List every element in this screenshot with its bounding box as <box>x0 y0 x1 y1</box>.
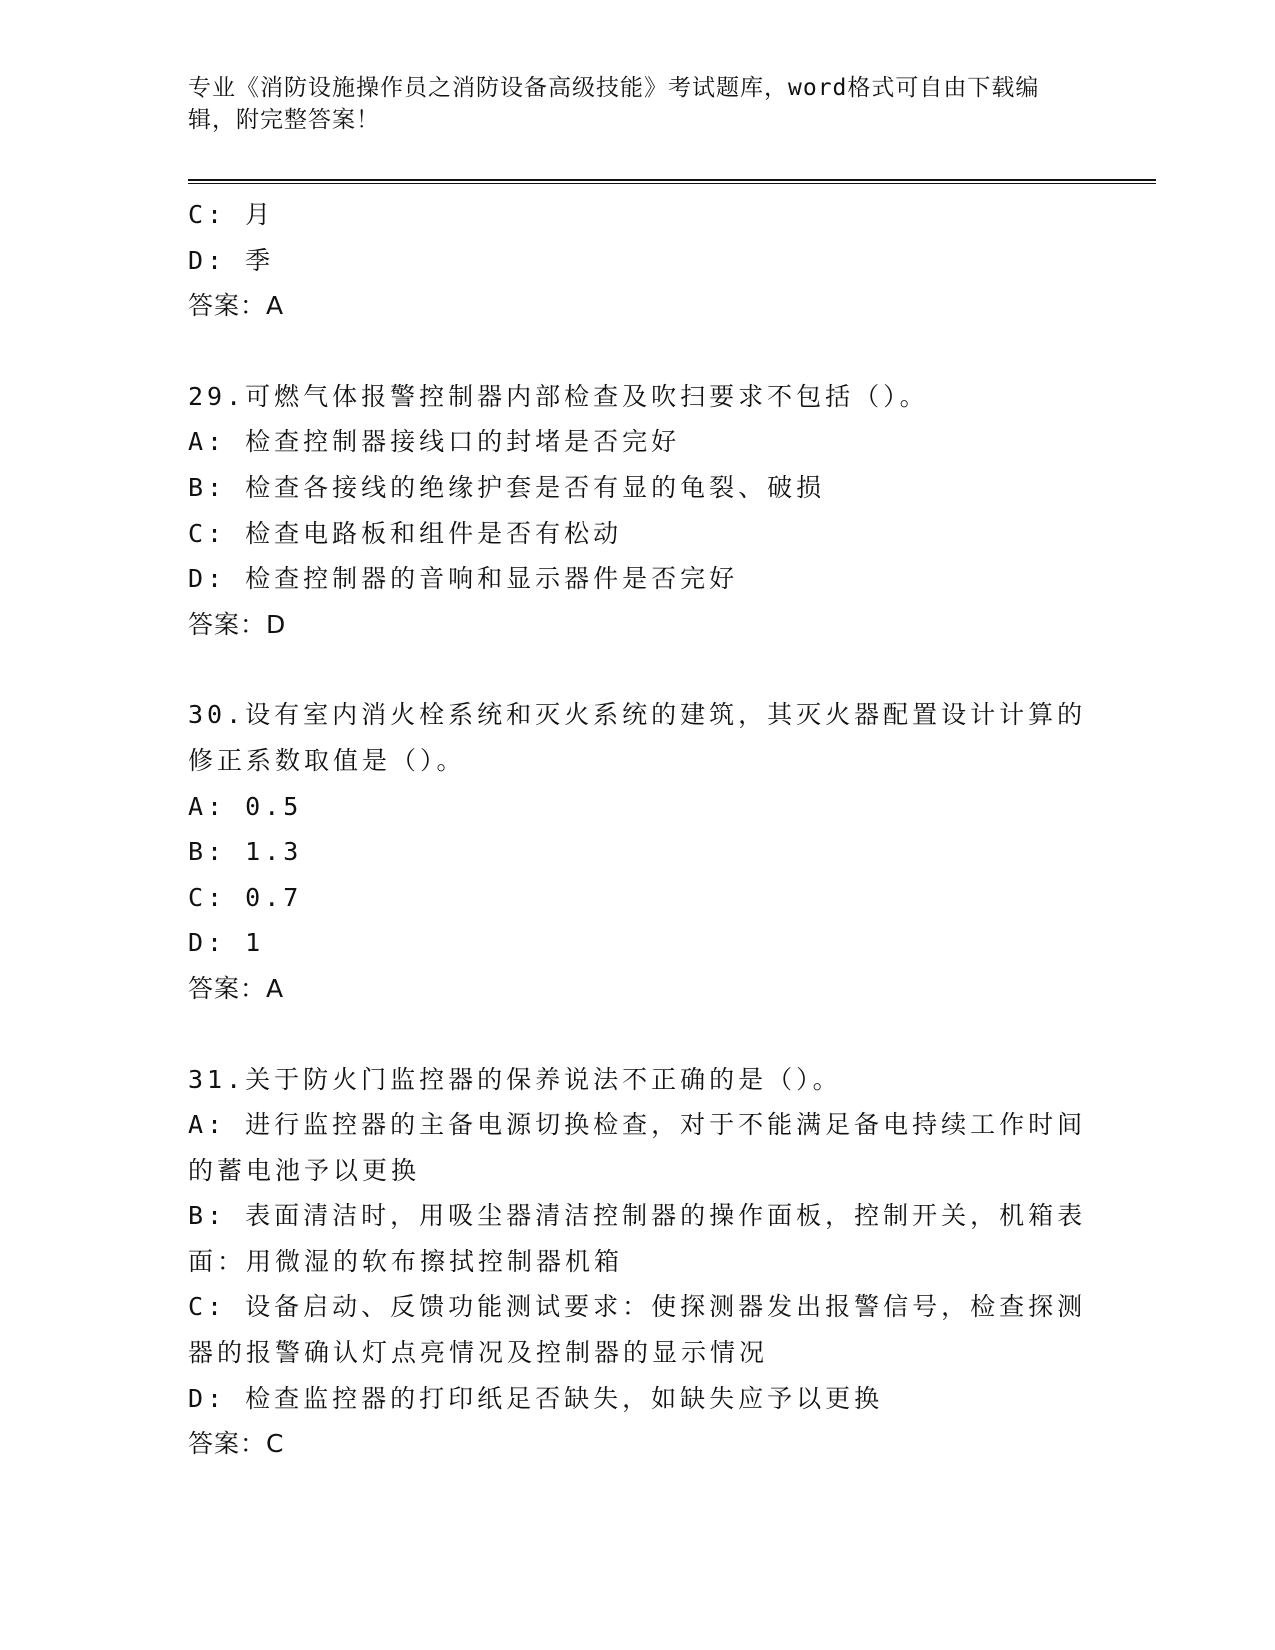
option-line: B: 检查各接线的绝缘护套是否有显的龟裂、破损 <box>188 472 826 502</box>
header-line: 专业《消防设施操作员之消防设备高级技能》考试题库，word格式可自由下载编 <box>188 75 1040 101</box>
option-line: 器的报警确认灯点亮情况及控制器的显示情况 <box>188 1338 769 1368</box>
option-line: D: 检查监控器的打印纸足否缺失，如缺失应予以更换 <box>188 1383 884 1413</box>
question-content <box>188 192 1088 1467</box>
option-line: A: 检查控制器接线口的封堵是否完好 <box>188 427 681 457</box>
question-stem: 31.关于防火门监控器的保养说法不正确的是（）。 <box>188 1064 842 1094</box>
answer-line: 答案：D <box>188 609 287 639</box>
question-stem: 修正系数取值是（）。 <box>188 745 466 775</box>
header-divider <box>188 179 1156 181</box>
option-line: D: 1 <box>188 928 265 958</box>
question-block <box>188 1057 1088 1467</box>
option-line: C: 0.7 <box>188 882 303 912</box>
option-line: A: 0.5 <box>188 791 303 821</box>
option-line: D: 季 <box>188 245 275 275</box>
option-line: 面：用微湿的软布擦拭控制器机箱 <box>188 1246 624 1276</box>
header-divider-thin <box>188 183 1156 184</box>
spacer <box>188 329 1088 374</box>
option-line: B: 1.3 <box>188 837 303 867</box>
option-line: C: 月 <box>188 200 275 229</box>
question-stem: 29.可燃气体报警控制器内部检查及吹扫要求不包括（）。 <box>188 381 929 411</box>
option-line: D: 检查控制器的音响和显示器件是否完好 <box>188 564 739 594</box>
option-line: 的蓄电池予以更换 <box>188 1155 421 1185</box>
answer-line: 答案：C <box>188 1429 285 1459</box>
option-line: A: 进行监控器的主备电源切换检查，对于不能满足备电持续工作时间 <box>188 1110 1087 1140</box>
header-line: 辑，附完整答案！ <box>188 107 380 133</box>
spacer <box>188 647 1088 692</box>
option-line: C: 检查电路板和组件是否有松动 <box>188 518 623 548</box>
answer-line: 答案：A <box>188 291 285 321</box>
answer-line: 答案：A <box>188 973 285 1003</box>
spacer <box>188 1012 1088 1057</box>
question-block <box>188 374 1088 648</box>
question-block <box>188 692 1088 1011</box>
question-stem: 30.设有室内消火栓系统和灭火系统的建筑，其灭火器配置设计计算的 <box>188 700 1087 730</box>
option-line: C: 设备启动、反馈功能测试要求：使探测器发出报警信号，检查探测 <box>188 1292 1087 1322</box>
previous-question-fragment <box>188 192 1088 329</box>
page-header <box>188 72 1088 136</box>
option-line: B: 表面清洁时，用吸尘器清洁控制器的操作面板，控制开关，机箱表 <box>188 1201 1087 1231</box>
